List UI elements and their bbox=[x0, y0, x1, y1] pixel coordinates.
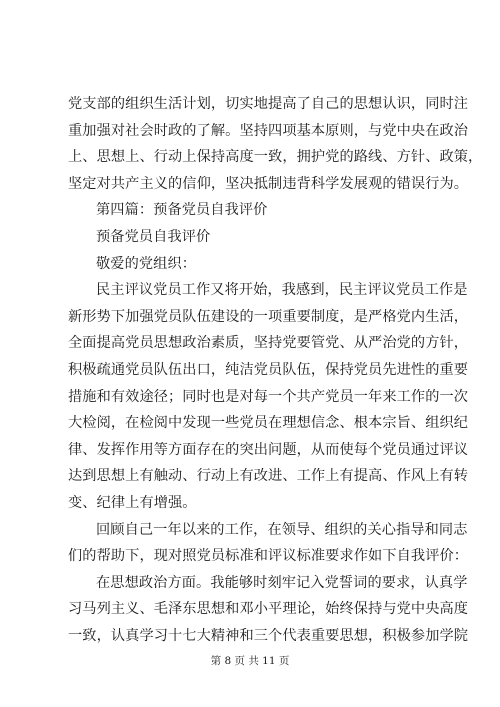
text-line: 党支部的组织生活计划，切实地提高了自己的思想认识，同时注 bbox=[68, 96, 469, 112]
text-line: 上、思想上、行动上保持高度一致，拥护党的路线、方针、政策， bbox=[68, 149, 483, 166]
text-line: 回顾自己一年以来的工作，在领导、组织的关心指导和同志 bbox=[96, 521, 468, 538]
text-line: 预备党员自我评价 bbox=[96, 228, 211, 245]
text-line: 习马列主义、毛泽东思想和邓小平理论，始终保持与党中央高度 bbox=[68, 601, 469, 618]
text-line: 在思想政治方面。我能够时刻牢记入党誓词的要求，认真学 bbox=[96, 574, 468, 591]
text-line: 大检阅，在检阅中发现一些党员在理想信念、根本宗旨、组织纪 bbox=[68, 415, 469, 432]
text-line: 民主评议党员工作又将开始，我感到，民主评议党员工作是 bbox=[96, 282, 468, 299]
page-footer: 第 8 页 共 11 页 bbox=[210, 655, 290, 667]
text-line: 措施和有效途径；同时也是对每一个共产党员一年来工作的一次 bbox=[68, 388, 469, 405]
text-line: 达到思想上有触动、行动上有改进、工作上有提高、作风上有转 bbox=[68, 468, 469, 485]
text-line: 全面提高党员思想政治素质，坚持党要管党、从严治党的方针， bbox=[68, 335, 469, 352]
text-line: 第四篇：预备党员自我评价 bbox=[96, 202, 268, 219]
text-line: 们的帮助下，现对照党员标准和评议标准要求作如下自我评价： bbox=[68, 548, 469, 565]
text-line: 变、纪律上有增强。 bbox=[68, 494, 197, 511]
text-line: 重加强对社会时政的了解。坚持四项基本原则，与党中央在政治 bbox=[68, 122, 469, 139]
text-line: 积极疏通党员队伍出口，纯洁党员队伍，保持党员先进性的重要 bbox=[68, 361, 469, 378]
text-line: 律、发挥作用等方面存在的突出问题，从而使每个党员通过评议 bbox=[68, 441, 469, 458]
document-body bbox=[68, 91, 483, 649]
text-line: 新形势下加强党员队伍建设的一项重要制度，是严格党内生活， bbox=[68, 308, 469, 325]
text-line: 一致，认真学习十七大精神和三个代表重要思想，积极参加学院 bbox=[68, 627, 469, 644]
text-line: 敬爱的党组织： bbox=[96, 255, 197, 272]
text-line: 坚定对共产主义的信仰，坚决抵制违背科学发展观的错误行为。 bbox=[68, 175, 469, 192]
